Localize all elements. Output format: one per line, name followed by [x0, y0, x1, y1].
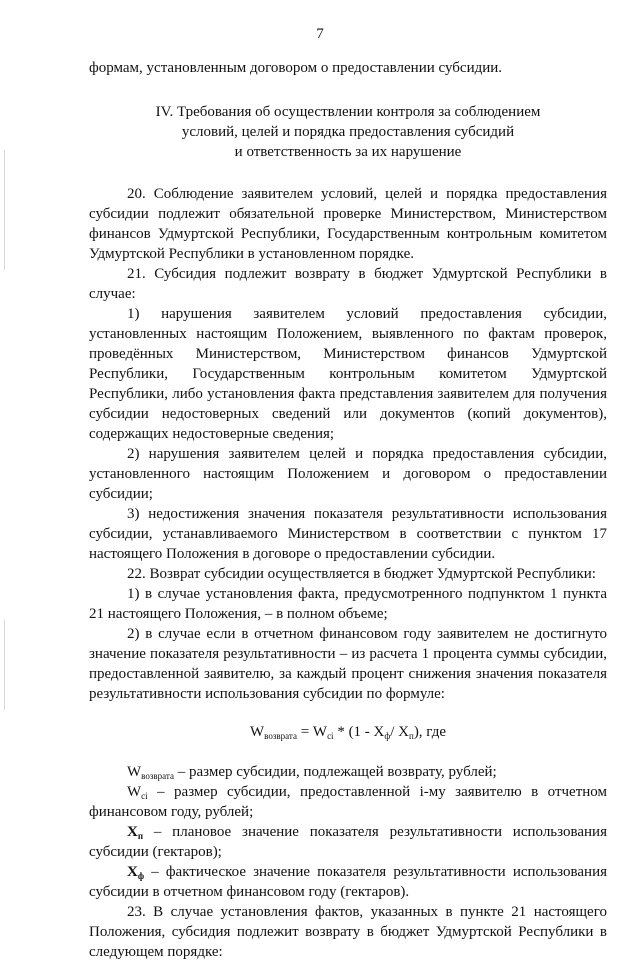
clause-21-item-3: 3) недостижения значения показателя результативности использования субсидии, устанавливаемого Министерством в соответствии с пунктом 17 настоящего Положения в договоре о предоставлении субсидии. [89, 506, 607, 562]
scan-edge-mark [4, 620, 5, 710]
definition-xf [89, 862, 607, 902]
clause-21-item-2: 2) нарушения заявителем целей и порядка предоставления субсидии, установленного настоящим Положением и договором о предоставлении субсидии; [89, 446, 607, 502]
def-w-sub: возврата [141, 771, 174, 781]
section-heading [89, 102, 607, 162]
def-wci-sub: ci [141, 791, 148, 801]
clause-22: 22. Возврат субсидии осуществляется в бюджет Удмуртской Республики: [127, 566, 596, 582]
def-xf-symbol: X [127, 864, 138, 880]
def-w-text: – размер субсидии, подлежащей возврату, рублей; [173, 764, 497, 780]
formula-ci-sub: ci [327, 731, 334, 741]
document-body [89, 58, 607, 962]
formula-slash: / X [390, 724, 409, 740]
def-xf-text: – фактическое значение показателя результативности использования субсидии в отчетном финансовом году (гектаров). [89, 864, 607, 900]
def-xf-sub: ф [137, 871, 145, 881]
definition-wci [89, 782, 607, 822]
formula-p-sub: п [408, 731, 414, 741]
clause-20: 20. Соблюдение заявителем условий, целей и порядка предоставления субсидии подлежит обязательной проверке Министерством, Министерством финансов Удмуртской Республики, Государственным контрольным комитетом Удмуртской Республики в установленном порядке. [89, 186, 607, 262]
formula-end: ), где [413, 724, 447, 740]
definition-w-return [89, 762, 607, 782]
section-heading-line-3: и ответственность за их нарушение [234, 144, 462, 160]
clause-21: 21. Субсидия подлежит возврату в бюджет Удмуртской Республики в случае: [89, 266, 607, 302]
clause-22-item-2: 2) в случае если в отчетном финансовом году заявителем не достигнуто значение показателя результативности – из расчета 1 процента суммы субсидии, предоставленной заявителю, за каждый процент снижения значения показателя результативности использования субсидии по формуле: [89, 626, 607, 702]
clause-22-item-1: 1) в случае установления факта, предусмотренного подпунктом 1 пункта 21 настоящего Положения, – в полном объеме; [89, 586, 607, 622]
intro-line: формам, установленным договором о предоставлении субсидии. [89, 60, 503, 76]
definition-xp [89, 822, 607, 862]
formula-w: W [249, 724, 265, 740]
scan-edge-mark [4, 150, 5, 270]
refund-formula [89, 722, 607, 742]
formula-eq: = W [296, 724, 328, 740]
clause-23: 23. В случае установления фактов, указанных в пункте 21 настоящего Положения, субсидия подлежит возврату в бюджет Удмуртской Республики в следующем порядке: [89, 904, 607, 960]
def-w-symbol: W [127, 764, 142, 780]
section-heading-line-2: условий, целей и порядка предоставления субсидий [181, 124, 515, 140]
def-xp-text: – плановое значение показателя результативности использования субсидии (гектаров); [89, 824, 607, 860]
def-xp-symbol: X [127, 824, 138, 840]
section-heading-line-1: IV. Требования об осуществлении контроля за соблюдением [155, 104, 541, 120]
formula-f-sub: ф [384, 731, 391, 741]
def-wci-text: – размер субсидии, предоставленной i-му заявителю в отчетном финансовом году, рублей; [89, 784, 607, 820]
def-wci-symbol: W [127, 784, 142, 800]
formula-w-sub: возврата [264, 731, 297, 741]
formula-mid: * (1 - X [333, 724, 385, 740]
def-xp-sub: п [137, 831, 144, 841]
page-number: 7 [316, 26, 324, 42]
clause-21-item-1: 1) нарушения заявителем условий предоставления субсидии, установленных настоящим Положением, выявленного по фактам проверок, проведённых Министерством, Министерством финансов Удмуртской Республики, Государственным контрольным комитетом Удмуртской Республики, либо установления факта представления заявителем для получения субсидии недостоверных сведений или документов (копий документов), содержащих недостоверные сведения; [89, 306, 607, 442]
